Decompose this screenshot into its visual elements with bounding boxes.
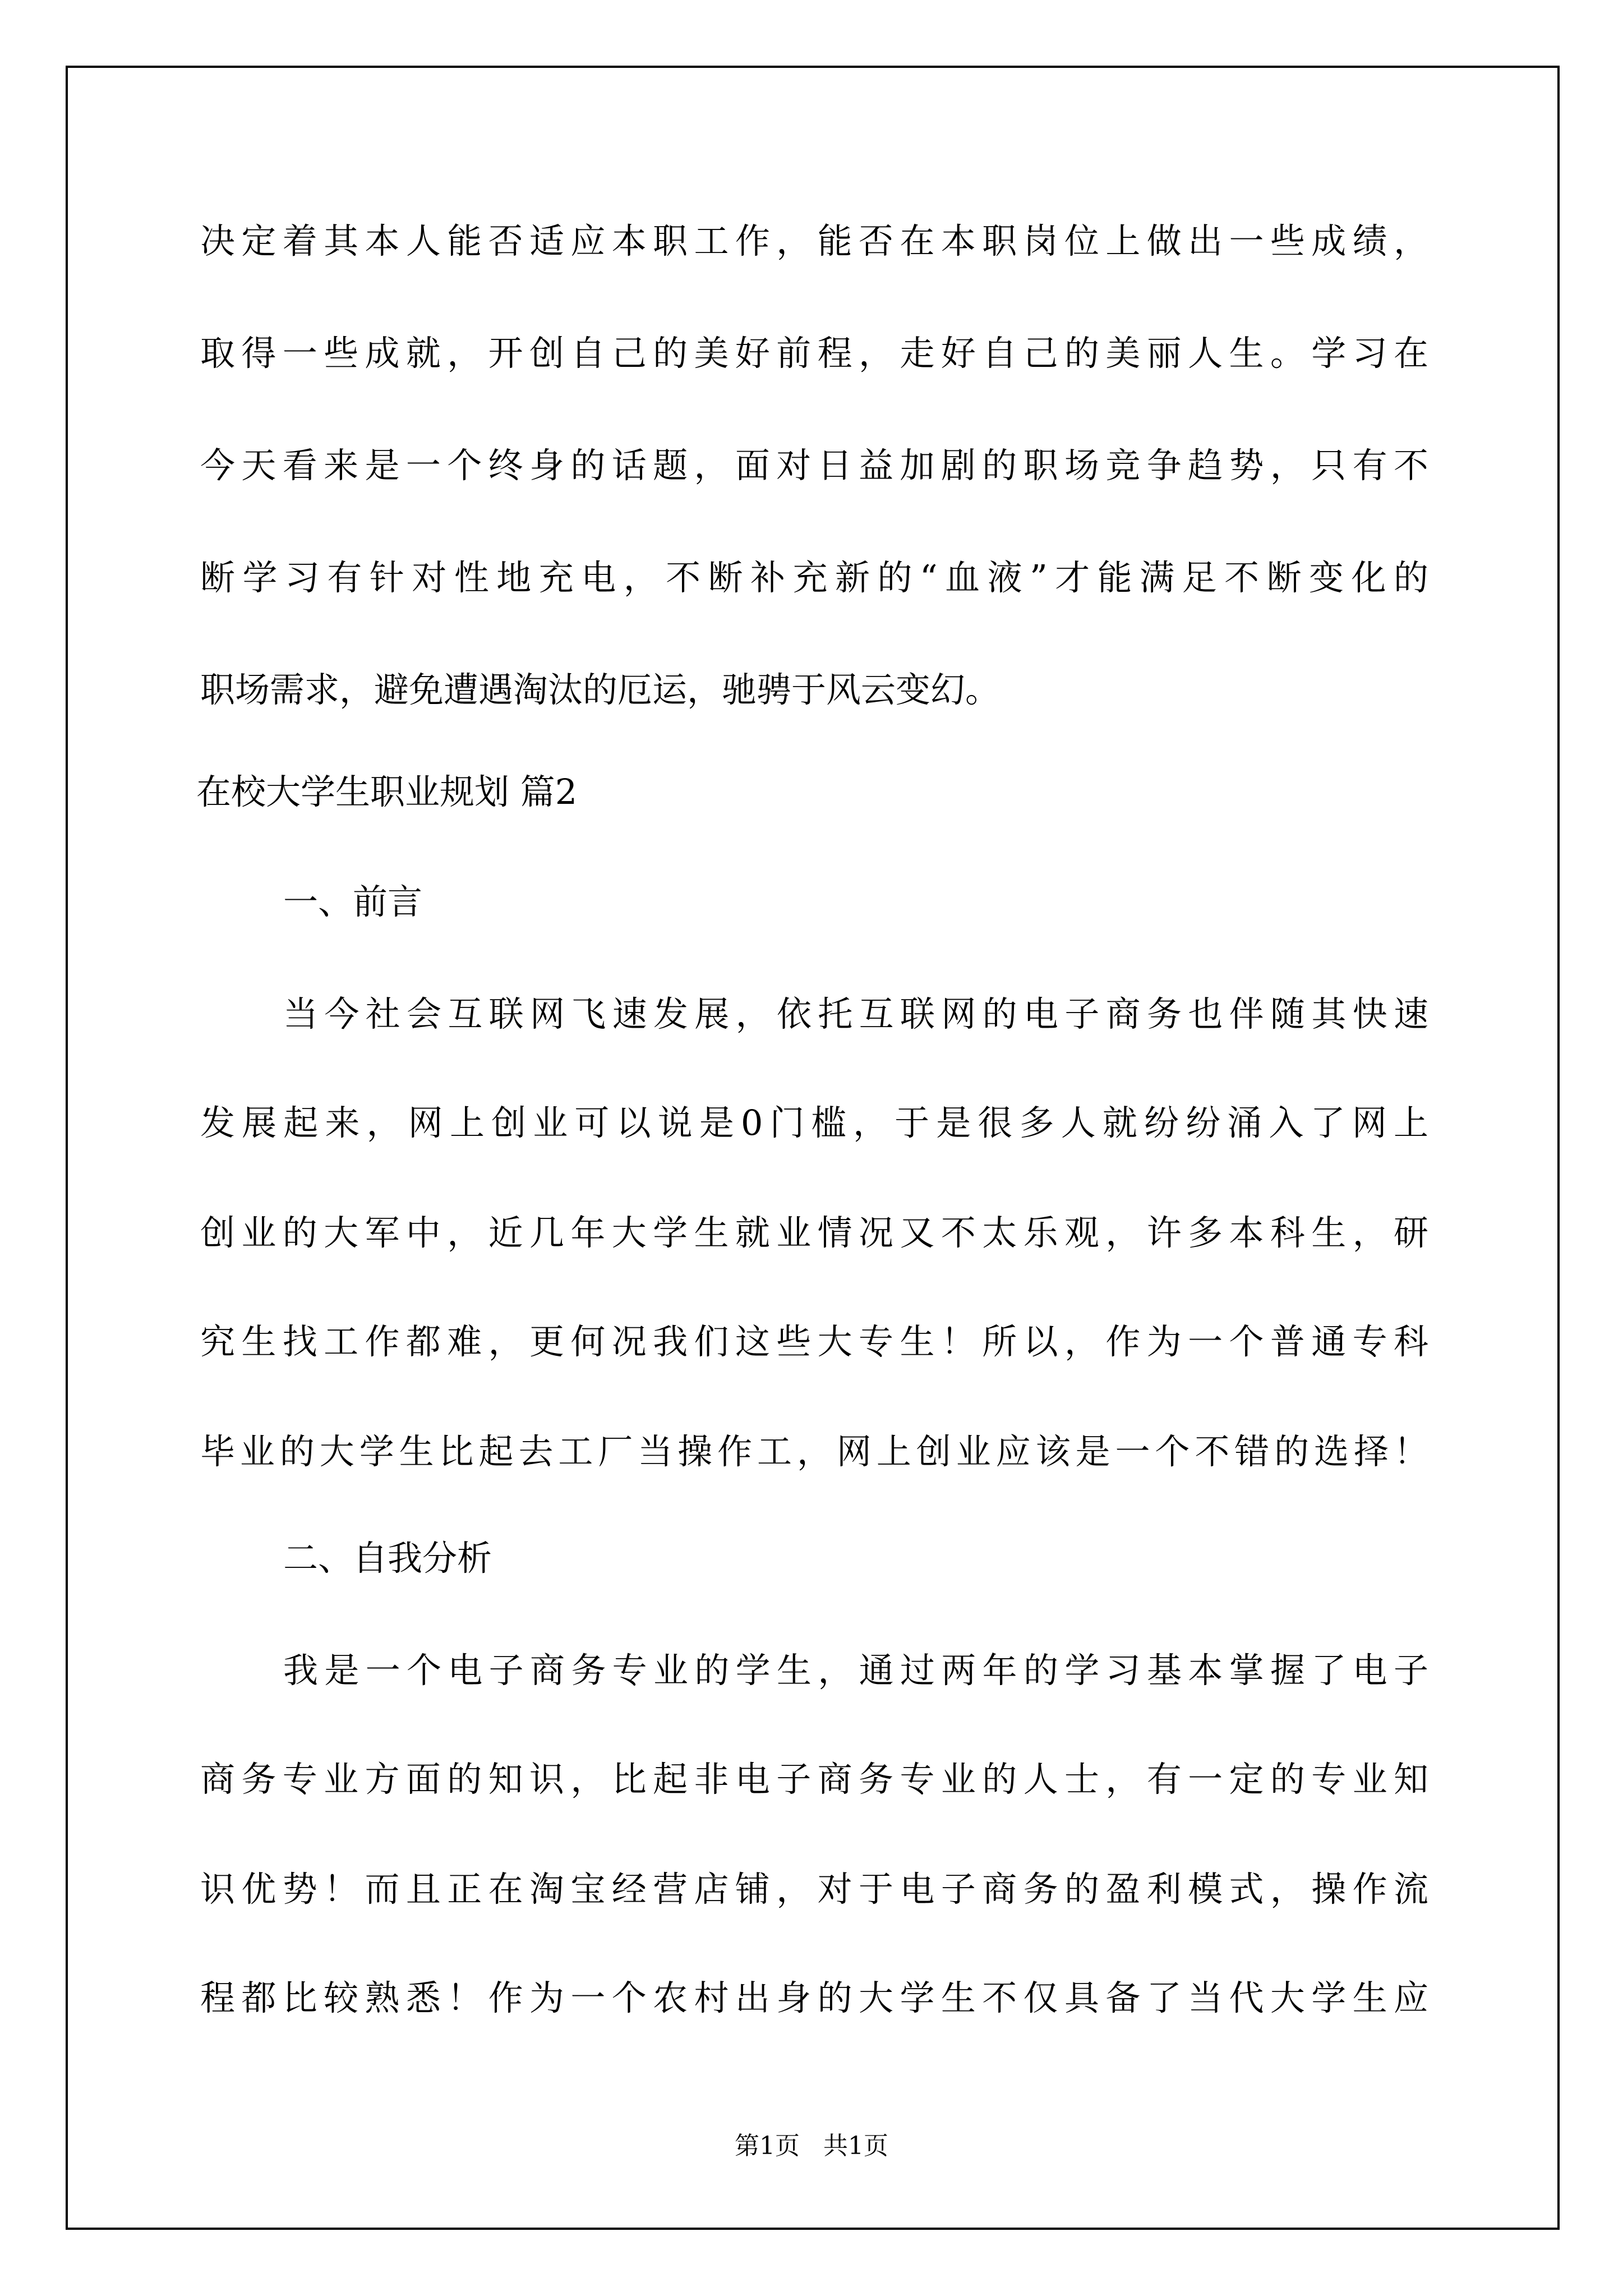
body-text-line: 毕业的大学生比起去工厂当操作工，网上创业应该是一个不错的选择！ xyxy=(200,1431,1428,1472)
body-text-line: 职场需求，避免遭遇淘汰的厄运，驰骋于风云变幻。 xyxy=(200,669,1000,710)
body-text-line: 今天看来是一个终身的话题，面对日益加剧的职场竞争趋势，只有不 xyxy=(200,445,1428,486)
body-text-line: 我是一个电子商务专业的学生，通过两年的学习基本掌握了电子 xyxy=(283,1650,1428,1691)
body-text-line: 决定着其本人能否适应本职工作，能否在本职岗位上做出一些成绩， xyxy=(200,220,1428,261)
body-text-line: 创业的大军中，近几年大学生就业情况又不太乐观，许多本科生，研 xyxy=(200,1212,1428,1253)
body-text-line: 取得一些成就，开创自己的美好前程，走好自己的美丽人生。学习在 xyxy=(200,333,1428,374)
section-heading: 二、自我分析 xyxy=(283,1538,492,1579)
body-text-line: 识优势！而且正在淘宝经营店铺，对于电子商务的盈利模式，操作流 xyxy=(200,1869,1428,1910)
body-text-line: 发展起来，网上创业可以说是0门槛，于是很多人就纷纷涌入了网上 xyxy=(200,1102,1428,1143)
page-number-footer: 第1页 共1页 xyxy=(735,2132,888,2160)
body-text-line: 商务专业方面的知识，比起非电子商务专业的人士，有一定的专业知 xyxy=(200,1759,1428,1800)
article-title: 在校大学生职业规划 篇2 xyxy=(196,771,578,812)
body-text-line: 究生找工作都难，更何况我们这些大专生！所以，作为一个普通专科 xyxy=(200,1321,1428,1362)
body-text-line: 程都比较熟悉！作为一个农村出身的大学生不仅具备了当代大学生应 xyxy=(200,1977,1428,2018)
body-text-line: 断学习有针对性地充电，不断补充新的“血液”才能满足不断变化的 xyxy=(200,557,1428,598)
body-text-line: 当今社会互联网飞速发展，依托互联网的电子商务也伴随其快速 xyxy=(283,993,1428,1034)
section-heading: 一、前言 xyxy=(283,881,423,922)
